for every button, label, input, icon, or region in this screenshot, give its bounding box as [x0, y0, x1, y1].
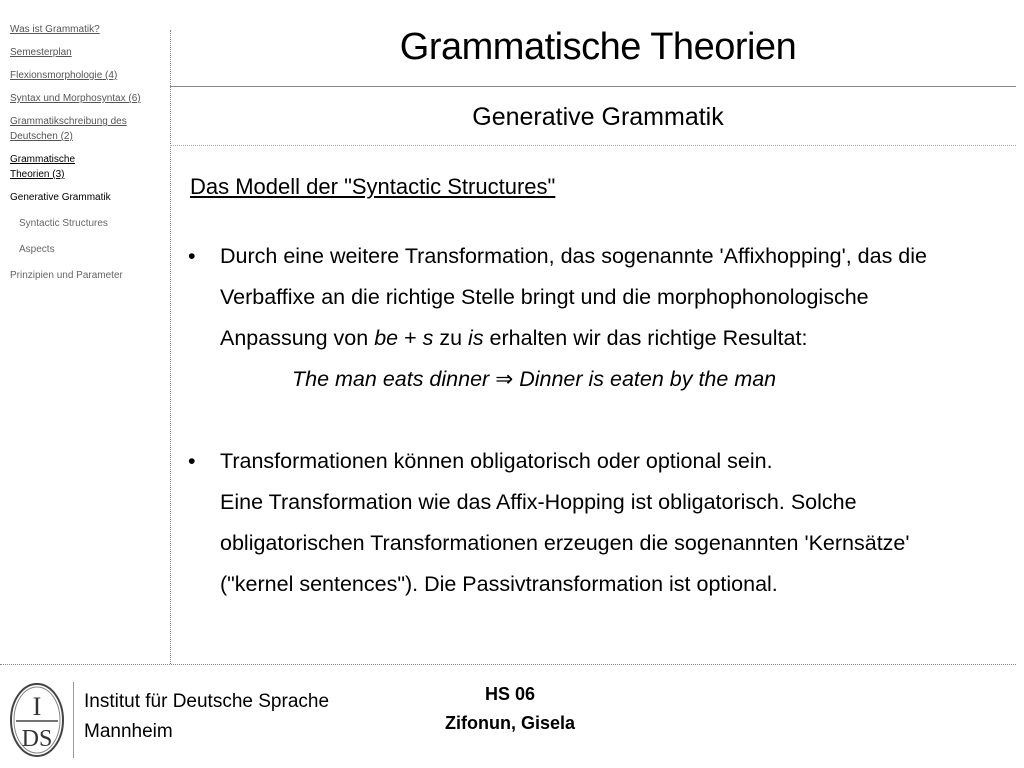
- page-title: Grammatische Theorien: [399, 26, 797, 68]
- bullet-marker: •: [188, 244, 196, 268]
- ids-logo-icon: [8, 681, 66, 759]
- bullet-marker: •: [188, 449, 196, 473]
- list-item: [188, 236, 1008, 400]
- bullet-text: [220, 441, 1008, 605]
- text-fragment-s: s: [422, 326, 434, 350]
- sidebar-item-flexionsmorphologie[interactable]: Flexionsmorphologie (4): [10, 70, 118, 81]
- institute-city: Mannheim: [84, 721, 173, 742]
- logo-letter-top: I: [32, 692, 42, 721]
- sidebar-item-syntactic-structures[interactable]: Syntactic Structures: [19, 218, 108, 229]
- sidebar-item-grammatikschreibung[interactable]: [10, 114, 165, 144]
- text-line: obligatorischen Transformationen erzeugen die sogenannten 'Kernsätze': [220, 531, 910, 555]
- example-sentence: [220, 359, 1008, 400]
- section-heading: Das Modell der "Syntactic Structures": [190, 174, 556, 199]
- sidebar-item-label: Theorien (3): [10, 169, 65, 180]
- sidebar-item-was-ist-grammatik[interactable]: Was ist Grammatik?: [10, 24, 100, 35]
- example-passive: Dinner is eaten by the man: [519, 367, 777, 391]
- sidebar-item-aspects[interactable]: Aspects: [19, 244, 55, 255]
- text-fragment-is: is: [468, 326, 484, 350]
- course-label: HS 06: [484, 684, 536, 704]
- bullet-list: [188, 236, 1008, 605]
- text-fragment: +: [398, 326, 423, 350]
- sidebar-item-grammatische-theorien[interactable]: [10, 152, 165, 182]
- text-line: Durch eine weitere Transformation, das sogenannte 'Affixhopping', das die: [220, 244, 927, 268]
- text-fragment-be: be: [374, 326, 399, 350]
- title-divider: [170, 86, 1016, 87]
- implies-arrow-icon: ⇒: [495, 367, 514, 391]
- footer-divider: [0, 664, 1016, 665]
- text-line: Transformationen können obligatorisch oder optional sein.: [220, 449, 773, 473]
- subtitle-divider: [170, 145, 1016, 146]
- institute-name: Institut für Deutsche Sprache: [84, 691, 330, 712]
- sidebar-item-label: Grammatikschreibung des: [10, 116, 127, 127]
- sidebar-nav: [10, 22, 165, 291]
- text-line: [220, 326, 807, 350]
- list-item: [188, 441, 1008, 605]
- sidebar-item-semesterplan[interactable]: Semesterplan: [10, 47, 72, 58]
- logo-letters-bottom: DS: [21, 726, 53, 752]
- sidebar-item-prinzipien-parameter[interactable]: Prinzipien und Parameter: [10, 270, 123, 281]
- page-subtitle: Generative Grammatik: [472, 103, 724, 131]
- sidebar-item-syntax-morphosyntax[interactable]: Syntax und Morphosyntax (6): [10, 93, 141, 104]
- text-line: ("kernel sentences"). Die Passivtransformation ist optional.: [220, 572, 778, 596]
- text-fragment: Anpassung von: [220, 326, 375, 350]
- example-active: The man eats dinner: [292, 367, 490, 391]
- text-fragment: erhalten wir das richtige Resultat:: [483, 326, 808, 350]
- text-line: Eine Transformation wie das Affix-Hopping ist obligatorisch. Solche: [220, 490, 857, 514]
- bullet-text: [220, 236, 1008, 400]
- sidebar-item-label: Deutschen (2): [10, 131, 73, 142]
- text-fragment: zu: [433, 326, 469, 350]
- sidebar-item-label: Grammatische: [10, 154, 76, 165]
- sidebar-item-generative-grammatik[interactable]: Generative Grammatik: [10, 192, 111, 203]
- author-label: Zifonun, Gisela: [444, 713, 575, 733]
- sidebar-divider: [170, 30, 171, 664]
- text-line: Verbaffixe an die richtige Stelle bringt und die morphophonologische: [220, 285, 869, 309]
- logo-divider: [73, 682, 74, 758]
